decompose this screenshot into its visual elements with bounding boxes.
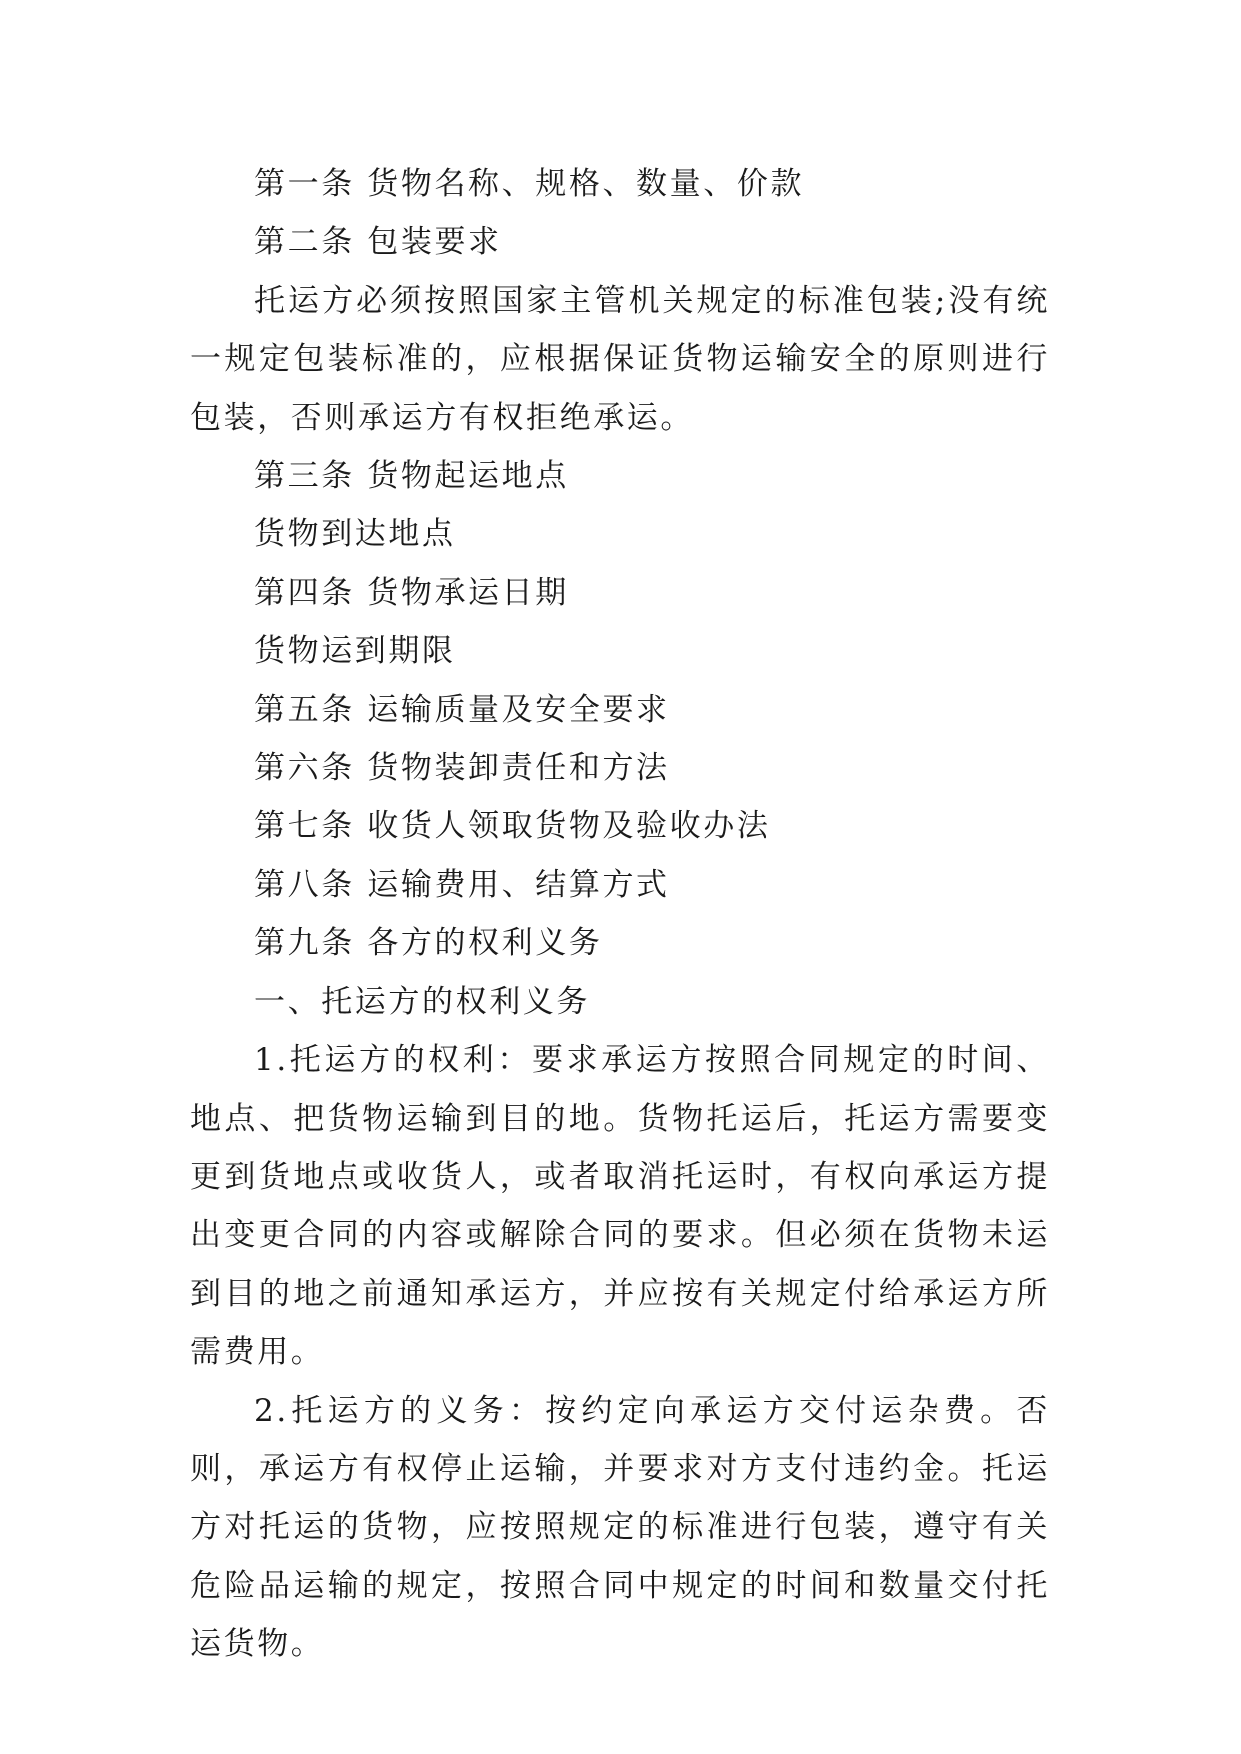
clause-6-heading: 第六条 货物装卸责任和方法 — [254, 750, 670, 787]
shipper-rights-paragraph: 1.托运方的权利：要求承运方按照合同规定的时间、地点、把货物运输到目的地。货物托运后，托运方需要变更到货地点或收货人，或者取消托运时，有权向承运方提出变更合同的内容或解除合同的要求。但必须在货物未运到目的地之前通知承运方，并应按有关规定付给承运方所需费用。 — [190, 1042, 1050, 1371]
clause-2-heading: 第二条 包装要求 — [254, 224, 502, 261]
clause-7-heading: 第七条 收货人领取货物及验收办法 — [254, 808, 771, 845]
clause-4-heading: 第四条 货物承运日期 — [254, 574, 569, 611]
section-1-heading: 一、托运方的权利义务 — [254, 983, 590, 1020]
destination-line: 货物到达地点 — [254, 516, 456, 553]
clause-9-heading: 第九条 各方的权利义务 — [254, 925, 603, 962]
clause-1-heading: 第一条 货物名称、规格、数量、价款 — [254, 166, 805, 202]
clause-3-heading: 第三条 货物起运地点 — [254, 458, 569, 495]
shipper-obligations-paragraph: 2.托运方的义务：按约定向承运方交付运杂费。否则，承运方有权停止运输，并要求对方支付违约金。托运方对托运的货物，应按照规定的标准进行包装，遵守有关危险品运输的规定，按照合同中规定的时间和数量交付托运货物。 — [190, 1392, 1050, 1663]
clause-8-heading: 第八条 运输费用、结算方式 — [254, 866, 670, 903]
document-body — [190, 155, 1050, 1674]
packaging-requirement-paragraph: 托运方必须按照国家主管机关规定的标准包装;没有统一规定包装标准的，应根据保证货物运输安全的原则进行包装，否则承运方有权拒绝承运。 — [190, 282, 1050, 436]
clause-5-heading: 第五条 运输质量及安全要求 — [254, 691, 670, 728]
delivery-deadline-line: 货物运到期限 — [254, 633, 456, 670]
